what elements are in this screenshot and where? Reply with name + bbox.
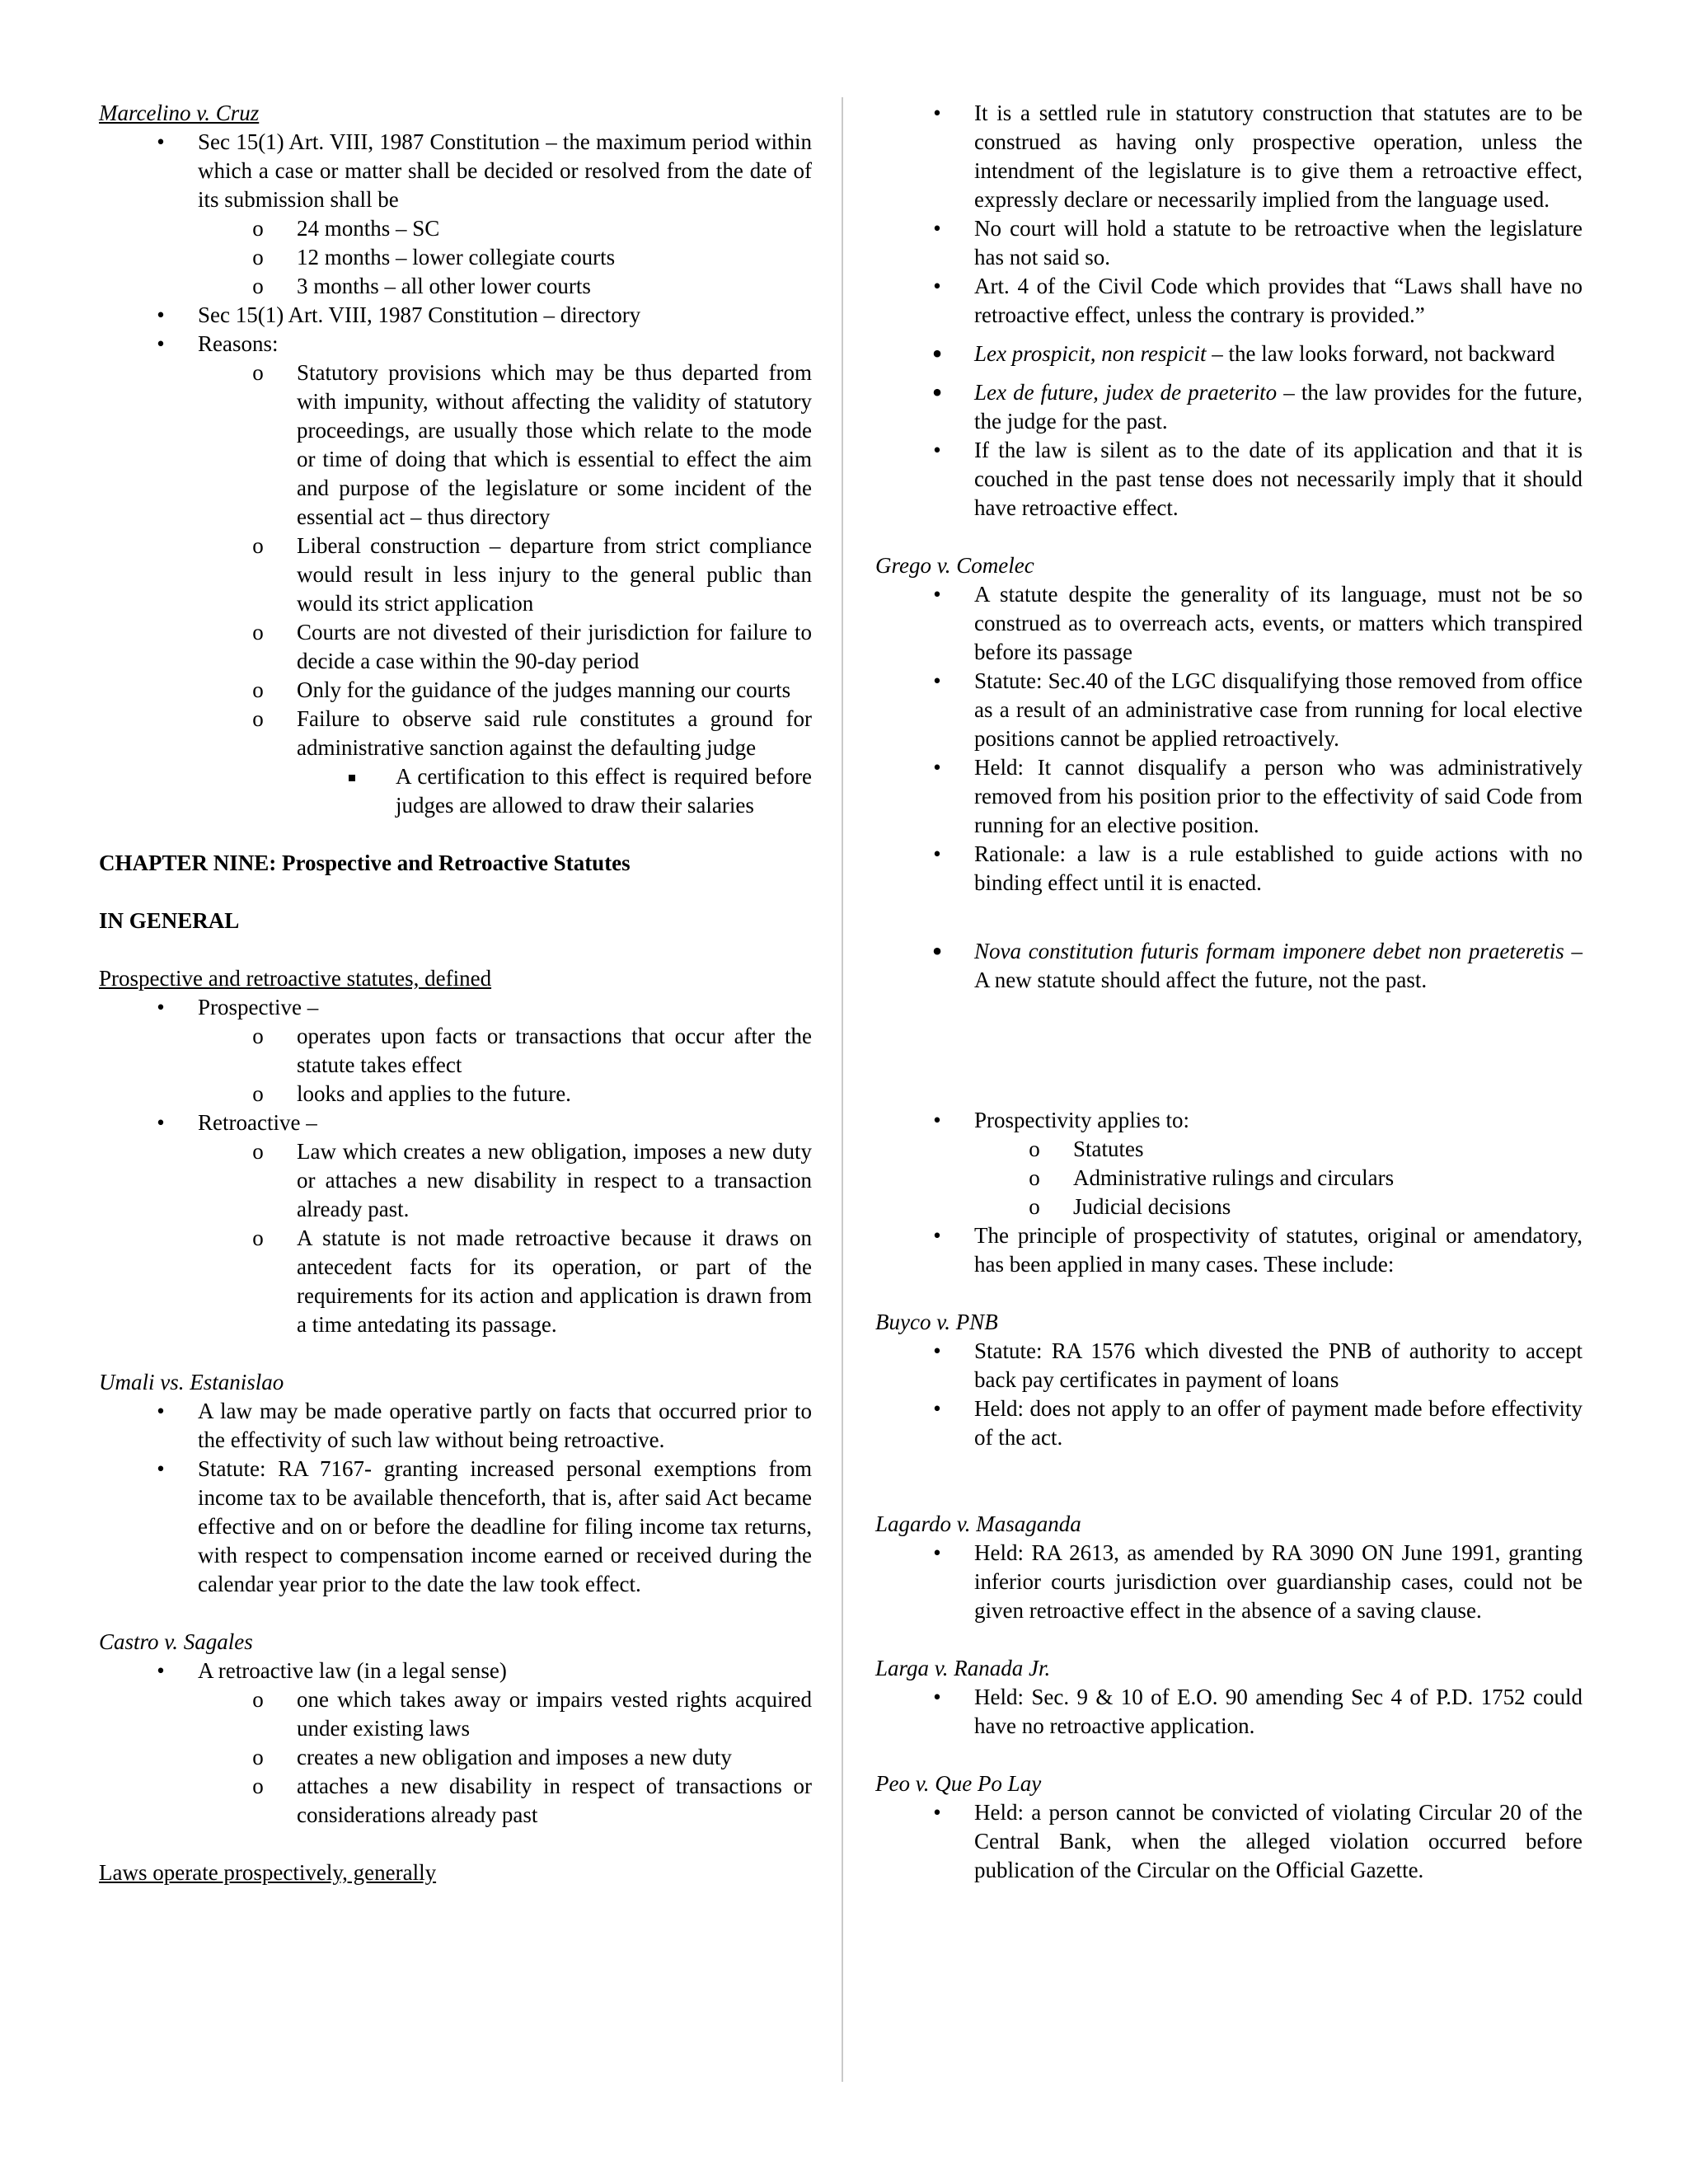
list-item: • Statute: Sec.40 of the LGC disqualifying those removed from office as a result of an administrative case from running for local elective positions cannot be applied retroactively.	[875, 667, 1582, 753]
list-item: • Sec 15(1) Art. VIII, 1987 Constitution – directory	[99, 301, 812, 330]
grego-list	[875, 580, 1582, 898]
case-title-larga: Larga v. Ranada Jr.	[875, 1656, 1051, 1680]
circle-bullet-icon: o	[252, 1024, 264, 1048]
list-item: o Judicial decisions	[875, 1193, 1582, 1221]
bullet-icon: •	[933, 1540, 941, 1565]
bullet-icon: •	[933, 216, 941, 241]
bullet-icon: •	[931, 337, 943, 370]
list-item: o 24 months – SC	[99, 214, 812, 243]
list-item: A certification to this effect is required before judges are allowed to draw their salaries	[99, 762, 812, 820]
bullet-icon: •	[157, 995, 165, 1019]
bullet-icon: •	[933, 1108, 941, 1132]
castro-list	[99, 1657, 812, 1830]
bullet-icon: •	[157, 129, 165, 154]
list-item: • A statute despite the generality of its language, must not be so construed as to overreach acts, events, or matters which transpired before its passage	[875, 580, 1582, 667]
list-item: o attaches a new disability in respect of transactions or considerations already past	[252, 1774, 812, 1827]
list-item: • Lex de future, judex de praeterito – the law provides for the future, the judge for the past.	[931, 376, 1582, 434]
maxim-list	[875, 937, 1582, 995]
circle-bullet-icon: o	[1029, 1194, 1040, 1219]
list-item: o Statutes	[875, 1135, 1582, 1164]
circle-bullet-icon: o	[252, 274, 264, 298]
section-heading: IN GENERAL	[99, 908, 240, 933]
list-item: • Held: It cannot disqualify a person who was administratively removed from his position prior to the effectivity of said Code from running for an elective position.	[875, 753, 1582, 840]
marcelino-list	[99, 128, 812, 820]
prospectivity-list	[875, 1106, 1582, 1279]
list-item: o A statute is not made retroactive because it draws on antecedent facts for its operation, or part of the requirements for its action and application is drawn from a time antedating its passage.	[252, 1226, 812, 1337]
column-divider	[842, 97, 843, 2082]
bullet-icon: •	[933, 755, 941, 780]
circle-bullet-icon: o	[252, 245, 264, 269]
list-item: o Law which creates a new obligation, imposes a new duty or attaches a new disability in respect to a transaction already past.	[252, 1139, 812, 1221]
buyco-list	[875, 1337, 1582, 1452]
bullet-icon: •	[931, 935, 943, 968]
list-item: • Held: a person cannot be convicted of violating Circular 20 of the Central Bank, when the alleged violation occurred before publication of the Circular on the Official Gazette.	[875, 1798, 1582, 1885]
general-rules-list	[875, 99, 1582, 523]
list-item: • Nova constitution futuris formam imponere debet non praeteretis – A new statute should affect the future, not the past.	[931, 935, 1583, 992]
bullet-icon: •	[933, 274, 941, 298]
bullet-icon: •	[933, 101, 941, 125]
list-item: • Held: Sec. 9 & 10 of E.O. 90 amending Sec 4 of P.D. 1752 could have no retroactive application.	[875, 1683, 1582, 1741]
bullet-icon: •	[933, 438, 941, 462]
bullet-icon: •	[157, 331, 165, 356]
circle-bullet-icon: o	[252, 533, 264, 558]
list-item: • Sec 15(1) Art. VIII, 1987 Constitution – the maximum period within which a case or matter shall be decided or resolved from the date of its submission shall be	[99, 128, 812, 214]
circle-bullet-icon: o	[1029, 1165, 1040, 1190]
circle-bullet-icon: o	[252, 1745, 264, 1769]
list-item: o 12 months – lower collegiate courts	[99, 243, 812, 272]
list-item: • Rationale: a law is a rule established to guide actions with no binding effect until it is enacted.	[875, 840, 1582, 898]
circle-bullet-icon: o	[252, 1139, 264, 1164]
list-item: o Failure to observe said rule constitutes a ground for administrative sanction against the defaulting judge	[252, 706, 812, 760]
list-item: • Reasons:	[99, 330, 812, 359]
case-title-castro: Castro v. Sagales	[99, 1629, 253, 1654]
bullet-icon: •	[933, 1396, 941, 1421]
circle-bullet-icon: o	[1029, 1137, 1040, 1161]
list-item: o one which takes away or impairs vested rights acquired under existing laws	[252, 1687, 812, 1741]
circle-bullet-icon: o	[252, 360, 264, 385]
list-item: • Held: does not apply to an offer of payment made before effectivity of the act.	[875, 1394, 1582, 1452]
circle-bullet-icon: o	[252, 1774, 264, 1798]
bullet-icon: •	[933, 1685, 941, 1709]
circle-bullet-icon: o	[252, 1226, 264, 1250]
list-item: • A retroactive law (in a legal sense)	[99, 1657, 812, 1685]
umali-list	[99, 1397, 812, 1599]
square-bullet-icon	[346, 762, 358, 791]
bullet-icon: •	[933, 1223, 941, 1248]
list-item: o Liberal construction – departure from strict compliance would result in less injury to the general public than would its strict application	[252, 533, 812, 616]
larga-list	[875, 1683, 1582, 1741]
right-column	[875, 99, 1582, 1885]
circle-bullet-icon: o	[252, 677, 264, 702]
subsection-title: Laws operate prospectively, generally	[99, 1860, 437, 1885]
list-item: • Statute: RA 7167- granting increased personal exemptions from income tax to be available thenceforth, that is, after said Act became effective and on or before the deadline for filing income tax returns, with respect to compensation income earned or received during the calendar year prior to the date the law took effect.	[99, 1455, 812, 1599]
list-item: o operates upon facts or transactions that occur after the statute takes effect	[252, 1024, 812, 1077]
peo-list	[875, 1798, 1582, 1885]
list-item: o 3 months – all other lower courts	[99, 272, 812, 301]
bullet-icon: •	[933, 1338, 941, 1363]
circle-bullet-icon: o	[252, 216, 264, 241]
bullet-icon: •	[157, 302, 165, 327]
list-item: • No court will hold a statute to be retroactive when the legislature has not said so.	[875, 214, 1582, 272]
bullet-icon: •	[157, 1399, 165, 1423]
case-title-lagardo: Lagardo v. Masaganda	[875, 1511, 1081, 1536]
defined-list	[99, 993, 812, 1339]
case-title-grego: Grego v. Comelec	[875, 553, 1034, 578]
list-item: • The principle of prospectivity of statutes, original or amendatory, has been applied in many cases. These include:	[875, 1221, 1582, 1279]
list-item: o Only for the guidance of the judges manning our courts	[99, 676, 812, 705]
list-item: • If the law is silent as to the date of its application and that it is couched in the past tense does not necessarily imply that it should have retroactive effect.	[875, 436, 1582, 523]
chapter-heading: CHAPTER NINE: Prospective and Retroactive Statutes	[99, 851, 631, 875]
list-item: • Prospectivity applies to:	[875, 1106, 1582, 1135]
bullet-icon: •	[933, 668, 941, 693]
list-item: • Prospective –	[99, 993, 812, 1022]
case-title-umali: Umali vs. Estanislao	[99, 1370, 284, 1394]
circle-bullet-icon: o	[252, 706, 264, 731]
list-item: • Statute: RA 1576 which divested the PNB of authority to accept back pay certificates in payment of loans	[875, 1337, 1582, 1394]
bullet-icon: •	[933, 841, 941, 866]
bullet-icon: •	[157, 1456, 165, 1481]
list-item: • Retroactive –	[99, 1108, 812, 1137]
list-item: o creates a new obligation and imposes a new duty	[99, 1743, 812, 1772]
list-item: • Held: RA 2613, as amended by RA 3090 ON June 1991, granting inferior courts jurisdiction over guardianship cases, could not be given retroactive effect in the absence of a saving clause.	[875, 1539, 1582, 1625]
list-item: o Statutory provisions which may be thus departed from with impunity, without affecting the validity of statutory proceedings, are usually those which relate to the mode or time of doing that which is essential to effect the aim and purpose of the legislature or some incident of the essential act – thus directory	[252, 360, 812, 529]
lagardo-list	[875, 1539, 1582, 1625]
bullet-icon: •	[933, 582, 941, 607]
bullet-icon: •	[931, 376, 943, 409]
circle-bullet-icon: o	[252, 1081, 264, 1106]
list-item: o looks and applies to the future.	[99, 1080, 812, 1108]
list-item: • Art. 4 of the Civil Code which provides that “Laws shall have no retroactive effect, unless the contrary is provided.”	[875, 272, 1582, 330]
left-column	[99, 99, 812, 1887]
bullet-icon: •	[157, 1658, 165, 1683]
subsection-title: Prospective and retroactive statutes, defined	[99, 966, 492, 991]
circle-bullet-icon: o	[252, 1687, 264, 1712]
list-item: o Administrative rulings and circulars	[875, 1164, 1582, 1193]
list-item: • Lex prospicit, non respicit – the law looks forward, not backward	[931, 337, 1555, 370]
list-item: • A law may be made operative partly on facts that occurred prior to the effectivity of such law without being retroactive.	[99, 1397, 812, 1455]
bullet-icon: •	[933, 1800, 941, 1825]
circle-bullet-icon: o	[252, 620, 264, 644]
bullet-icon: •	[157, 1110, 165, 1135]
list-item: o Courts are not divested of their jurisdiction for failure to decide a case within the 90-day period	[252, 620, 812, 673]
case-title-buyco: Buyco v. PNB	[875, 1310, 998, 1334]
list-item: • It is a settled rule in statutory construction that statutes are to be construed as having only prospective operation, unless the intendment of the legislature is to give them a retroactive effect, expressly declare or necessarily implied from the language used.	[875, 99, 1582, 214]
case-title-marcelino: Marcelino v. Cruz	[99, 101, 260, 125]
case-title-peo: Peo v. Que Po Lay	[875, 1771, 1042, 1796]
